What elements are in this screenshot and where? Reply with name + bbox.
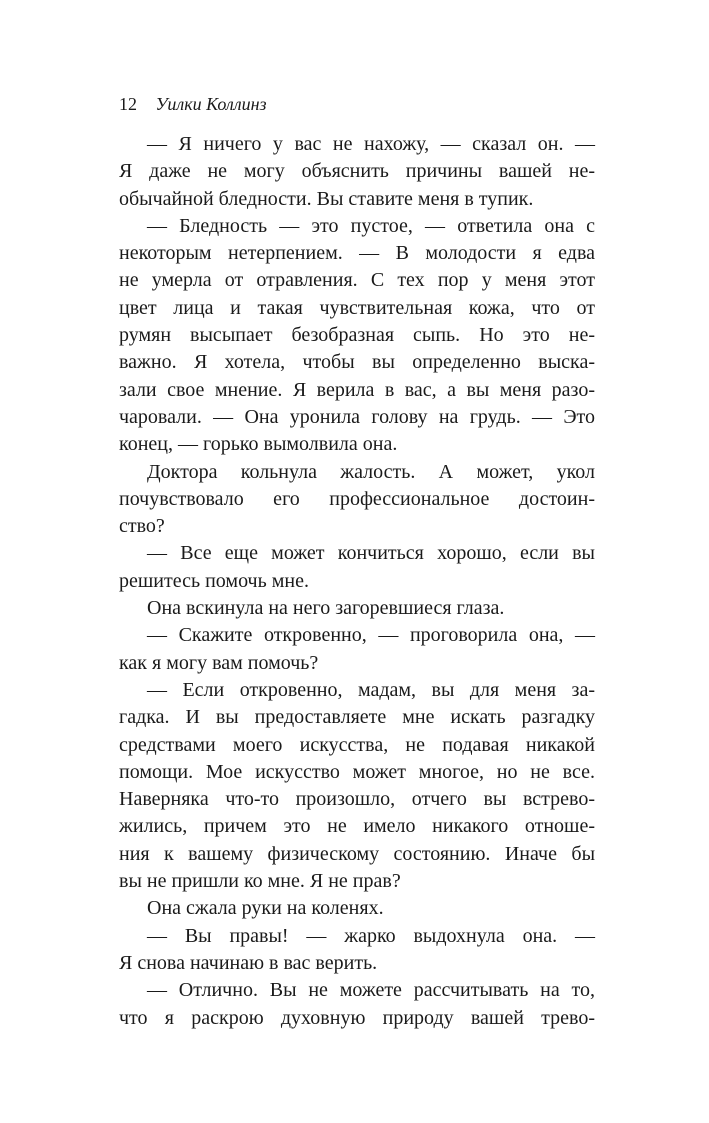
- text-line: вы не пришли ко мне. Я не прав?: [119, 870, 401, 893]
- text-line: зали свое мнение. Я верила в вас, а вы меня разо-: [119, 378, 595, 401]
- text-line: — Если откровенно, мадам, вы для меня за-: [147, 678, 595, 701]
- text-line: конец, — горько вымолвила она.: [119, 433, 398, 456]
- body-text: [119, 131, 595, 1032]
- text-line: не умерла от отравления. С тех пор у меня этот: [119, 269, 595, 292]
- text-line: румян высыпает безобразная сыпь. Но это не-: [119, 324, 595, 347]
- text-line: Я даже не могу объяснить причины вашей не-: [119, 160, 595, 183]
- text-line: — Отлично. Вы не можете рассчитывать на то,: [147, 979, 595, 1002]
- text-line: как я могу вам помочь?: [119, 651, 319, 674]
- text-line: цвет лица и такая чувствительная кожа, что от: [119, 296, 595, 319]
- text-line: — Бледность — это пустое, — ответила она с: [147, 214, 595, 237]
- text-line: Наверняка что-то произошло, отчего вы встрево-: [119, 788, 595, 811]
- text-line: жились, причем это не имело никакого отноше-: [119, 815, 595, 838]
- text-line: Я снова начинаю в вас верить.: [119, 951, 378, 974]
- text-line: Она сжала руки на коленях.: [147, 897, 384, 920]
- text-line: средствами моего искусства, не подавая никакой: [119, 733, 595, 756]
- text-line: почувствовало его профессиональное достоин-: [119, 487, 595, 510]
- text-line: ния к вашему физическому состоянию. Иначе бы: [119, 842, 595, 865]
- text-line: решитесь помочь мне.: [119, 569, 309, 592]
- text-line: чаровали. — Она уронила голову на грудь. — Это: [119, 405, 595, 428]
- text-line: гадка. И вы предоставляете мне искать разгадку: [119, 706, 595, 729]
- text-line: что я раскрою духовную природу вашей трево-: [119, 1006, 595, 1029]
- text-line: Доктора кольнула жалость. А может, укол: [147, 460, 595, 483]
- running-head: [119, 92, 267, 116]
- text-line: некоторым нетерпением. — В молодости я едва: [119, 242, 595, 265]
- running-head-author: Уилки Коллинз: [155, 94, 267, 114]
- page-number: 12: [119, 94, 137, 114]
- text-line: Она вскинула на него загоревшиеся глаза.: [147, 597, 505, 620]
- text-line: помощи. Мое искусство может многое, но не все.: [119, 760, 595, 783]
- text-line: — Скажите откровенно, — проговорила она, —: [147, 624, 595, 647]
- text-line: — Я ничего у вас не нахожу, — сказал он. —: [147, 133, 595, 155]
- text-line: обычайной бледности. Вы ставите меня в тупик.: [119, 187, 534, 210]
- text-line: ство?: [119, 515, 165, 538]
- text-line: — Все еще может кончиться хорошо, если вы: [147, 542, 595, 565]
- text-line: — Вы правы! — жарко выдохнула она. —: [147, 924, 595, 947]
- text-line: важно. Я хотела, чтобы вы определенно выска-: [119, 351, 595, 374]
